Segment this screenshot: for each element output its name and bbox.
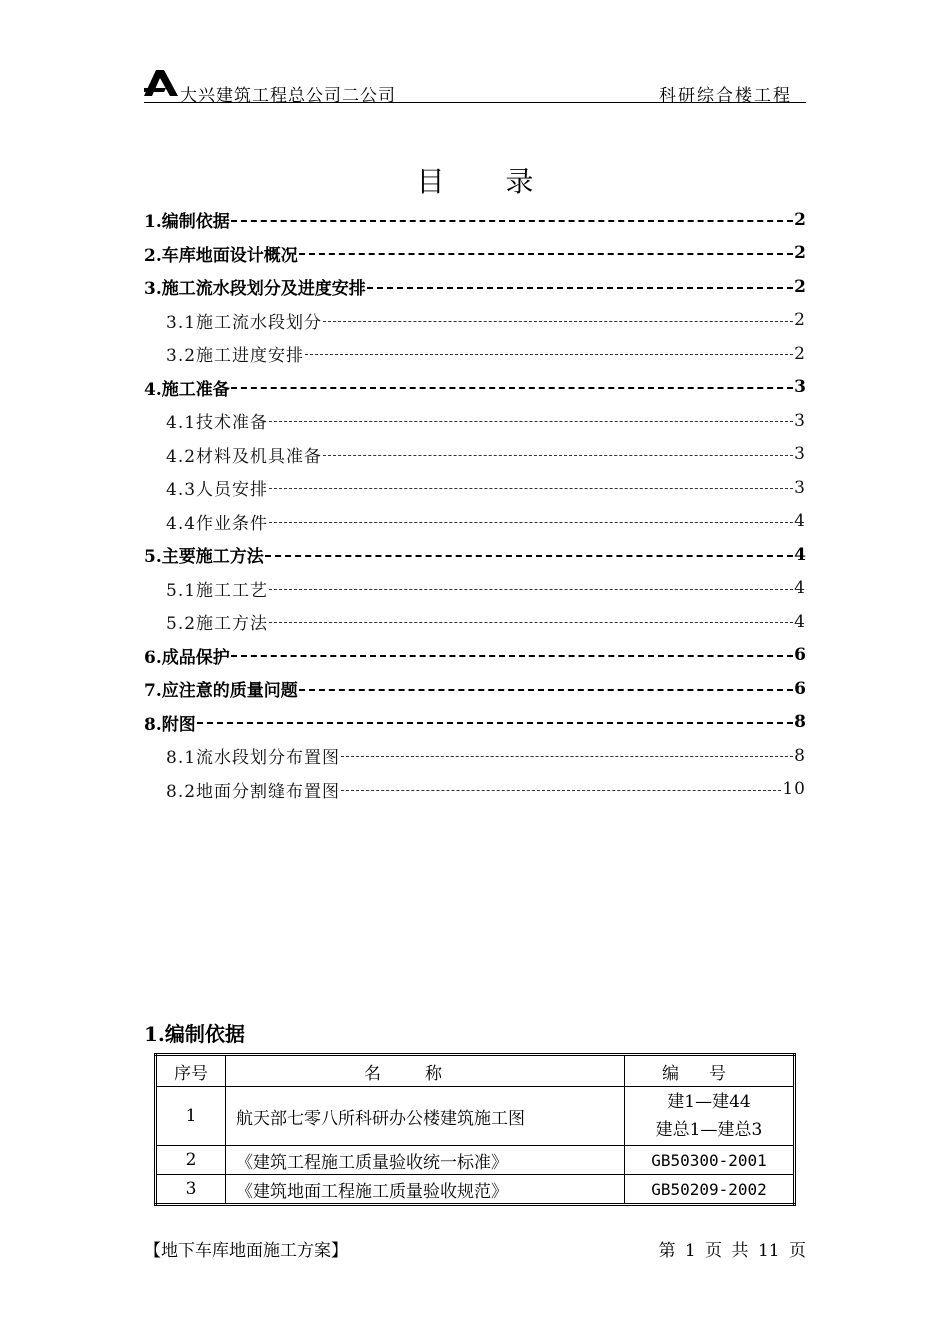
toc-entry-label: 3.2施工进度安排 — [166, 346, 305, 367]
toc-entry-label: 5.主要施工方法 — [144, 547, 264, 568]
toc-subentry[interactable] — [144, 404, 806, 438]
toc-subentry[interactable] — [144, 739, 806, 773]
toc-subentry[interactable] — [144, 471, 806, 505]
col-header-code-text: 编号 — [662, 1063, 756, 1084]
toc-leader — [197, 722, 793, 724]
basis-table — [154, 1053, 796, 1206]
cell-code — [625, 1087, 795, 1146]
toc-entry-page: 2 — [794, 343, 806, 364]
toc-subentry[interactable] — [144, 572, 806, 606]
toc-entry-page: 4 — [794, 578, 806, 599]
toc-entry-page: 4 — [794, 544, 806, 565]
header-divider — [144, 102, 806, 103]
toc-entry-label: 8.2地面分割缝布置图 — [166, 781, 341, 802]
toc-entry-label: 3.施工流水段划分及进度安排 — [144, 279, 366, 300]
toc-subentry[interactable] — [144, 304, 806, 338]
toc-entry-page: 2 — [794, 276, 806, 297]
toc-leader — [231, 220, 793, 222]
toc-entry-page: 2 — [794, 310, 806, 331]
cell-index: 1 — [156, 1087, 226, 1146]
section-heading: 1.编制依据 — [144, 1022, 245, 1046]
company-name: 大兴建筑工程总公司二公司 — [180, 86, 396, 106]
toc-entry[interactable] — [144, 538, 806, 572]
toc-leader — [269, 589, 793, 590]
toc-entry-label: 7.应注意的质量问题 — [144, 681, 298, 702]
table-row — [156, 1146, 795, 1175]
cell-code-line: 建1—建44 — [667, 1092, 751, 1112]
toc-entry-page: 10 — [782, 779, 806, 800]
table-of-contents — [144, 203, 806, 806]
toc-leader — [269, 421, 793, 422]
toc-subentry[interactable] — [144, 773, 806, 807]
toc-entry-page: 2 — [794, 243, 806, 264]
toc-entry-label: 3.1施工流水段划分 — [166, 312, 323, 333]
col-header-name-text: 名称 — [364, 1063, 486, 1084]
col-header-index: 序号 — [156, 1055, 226, 1087]
toc-entry-label: 6.成品保护 — [144, 647, 230, 668]
toc-entry-page: 4 — [794, 511, 806, 532]
toc-entry[interactable] — [144, 706, 806, 740]
toc-entry-label: 8.1流水段划分布置图 — [166, 748, 341, 769]
toc-leader — [269, 488, 793, 489]
toc-entry-page: 3 — [794, 444, 806, 465]
toc-entry-page: 3 — [794, 410, 806, 431]
cell-index: 2 — [156, 1146, 226, 1175]
toc-entry-label: 4.4作业条件 — [166, 513, 269, 534]
toc-leader — [299, 689, 793, 691]
toc-entry-label: 5.2施工方法 — [166, 614, 269, 635]
toc-leader — [299, 253, 793, 255]
toc-entry-label: 4.2材料及机具准备 — [166, 446, 323, 467]
toc-entry-page: 2 — [794, 209, 806, 230]
col-header-code — [625, 1055, 795, 1087]
toc-entry-label: 2.车库地面设计概况 — [144, 245, 298, 266]
toc-entry-page: 4 — [794, 611, 806, 632]
toc-leader — [341, 756, 793, 757]
toc-entry-page: 8 — [794, 712, 806, 733]
toc-subentry[interactable] — [144, 605, 806, 639]
toc-entry-label: 1.编制依据 — [144, 212, 230, 233]
footer-doc-title: 【地下车库地面施工方案】 — [144, 1241, 348, 1261]
toc-leader — [269, 522, 793, 523]
toc-leader — [231, 655, 793, 657]
table-row — [156, 1087, 795, 1146]
cell-name: 《建筑工程施工质量验收统一标准》 — [226, 1146, 625, 1175]
toc-entry[interactable] — [144, 203, 806, 237]
toc-leader — [269, 622, 793, 623]
toc-leader — [265, 555, 793, 557]
toc-entry-label: 5.1施工工艺 — [166, 580, 269, 601]
toc-entry-page: 6 — [794, 645, 806, 666]
toc-entry-page: 3 — [794, 477, 806, 498]
toc-entry-label: 4.施工准备 — [144, 379, 230, 400]
col-header-name — [226, 1055, 625, 1087]
table-row — [156, 1175, 795, 1205]
footer-page-info: 第 1 页 共 11 页 — [658, 1241, 806, 1261]
toc-entry[interactable] — [144, 237, 806, 271]
cell-index: 3 — [156, 1175, 226, 1205]
toc-leader — [367, 287, 793, 289]
toc-entry-label: 8.附图 — [144, 714, 196, 735]
toc-leader — [305, 354, 793, 355]
toc-entry[interactable] — [144, 270, 806, 304]
company-logo-icon — [144, 68, 178, 98]
toc-entry-page: 8 — [794, 745, 806, 766]
cell-code: GB50300-2001 — [625, 1146, 795, 1175]
table-header-row — [156, 1055, 795, 1087]
toc-entry[interactable] — [144, 371, 806, 405]
toc-subentry[interactable] — [144, 438, 806, 472]
toc-leader — [341, 790, 781, 791]
cell-name: 《建筑地面工程施工质量验收规范》 — [226, 1175, 625, 1205]
toc-leader — [323, 455, 793, 456]
cell-name: 航天部七零八所科研办公楼建筑施工图 — [226, 1087, 625, 1146]
toc-entry-page: 6 — [794, 678, 806, 699]
project-name: 科研综合楼工程 — [659, 86, 792, 106]
toc-entry-page: 3 — [794, 377, 806, 398]
toc-leader — [231, 387, 793, 389]
toc-entry-label: 4.3人员安排 — [166, 480, 269, 501]
cell-code: GB50209-2002 — [625, 1175, 795, 1205]
toc-leader — [323, 321, 793, 322]
toc-entry[interactable] — [144, 639, 806, 673]
toc-title: 目 录 — [416, 165, 560, 198]
cell-code-line: 建总1—建总3 — [655, 1120, 763, 1140]
toc-entry-label: 4.1技术准备 — [166, 413, 269, 434]
page-header — [144, 64, 806, 104]
toc-entry[interactable] — [144, 672, 806, 706]
toc-subentry[interactable] — [144, 505, 806, 539]
toc-subentry[interactable] — [144, 337, 806, 371]
